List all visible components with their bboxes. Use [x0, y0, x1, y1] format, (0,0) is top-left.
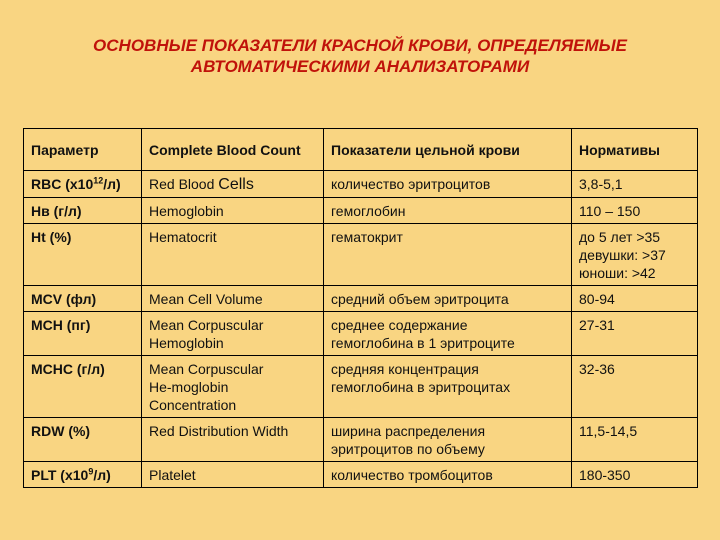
norm-line: юноши: >42 — [579, 265, 656, 281]
cbc-line: He-moglobin — [149, 379, 229, 395]
cbc-text: Red Blood — [149, 176, 219, 192]
cbc-line: Hemoglobin — [149, 335, 224, 351]
param-text: PLT (х10 — [31, 467, 89, 483]
table-row-hb — [24, 198, 698, 224]
param-cell — [24, 171, 142, 198]
ru-cell: средний объем эритроцита — [324, 286, 572, 312]
param-unit: /л) — [93, 467, 111, 483]
norm-cell: 3,8-5,1 — [572, 171, 698, 198]
norm-cell: 80-94 — [572, 286, 698, 312]
norm-line: до 5 лет >35 — [579, 229, 661, 245]
cbc-line: Mean Corpuscular — [149, 361, 264, 377]
table-row-plt — [24, 462, 698, 488]
param-exponent: 12 — [93, 175, 104, 186]
cbc-text-large: Cells — [218, 176, 254, 193]
blood-parameters-table — [23, 128, 698, 488]
param-unit: /л) — [103, 176, 121, 192]
ru-line: эритроцитов по объему — [331, 441, 485, 457]
table-row-rdw — [24, 418, 698, 462]
page-title — [20, 35, 700, 77]
ru-cell — [324, 418, 572, 462]
header-norms: Нормативы — [572, 129, 698, 171]
norm-cell: 110 – 150 — [572, 198, 698, 224]
ru-cell: количество эритроцитов — [324, 171, 572, 198]
cbc-line: Concentration — [149, 397, 237, 413]
norm-cell: 11,5-14,5 — [572, 418, 698, 462]
ru-cell — [324, 312, 572, 356]
param-cell: Ht (%) — [24, 224, 142, 286]
norm-cell — [572, 224, 698, 286]
param-cell: MCH (пг) — [24, 312, 142, 356]
title-line-1: ОСНОВНЫЕ ПОКАЗАТЕЛИ КРАСНОЙ КРОВИ, ОПРЕДЕЛЯЕМЫЕ — [93, 36, 627, 55]
ru-cell — [324, 356, 572, 418]
header-cbc: Complete Blood Count — [142, 129, 324, 171]
cbc-cell — [142, 356, 324, 418]
cbc-cell: Hemoglobin — [142, 198, 324, 224]
cbc-cell — [142, 312, 324, 356]
table-row-mch — [24, 312, 698, 356]
ru-cell: гемоглобин — [324, 198, 572, 224]
param-text: RBC (х10 — [31, 176, 94, 192]
param-cell: MCHC (г/л) — [24, 356, 142, 418]
table-row-mcv — [24, 286, 698, 312]
norm-cell: 32-36 — [572, 356, 698, 418]
ru-line: гемоглобина в 1 эритроците — [331, 335, 515, 351]
table-header-row — [24, 129, 698, 171]
norm-cell: 180-350 — [572, 462, 698, 488]
ru-line: средняя концентрация — [331, 361, 479, 377]
title-line-2: АВТОМАТИЧЕСКИМИ АНАЛИЗАТОРАМИ — [190, 57, 530, 76]
param-cell: Нв (г/л) — [24, 198, 142, 224]
header-parameter: Параметр — [24, 129, 142, 171]
ru-line: среднее содержание — [331, 317, 468, 333]
cbc-cell: Hematocrit — [142, 224, 324, 286]
table-row-ht — [24, 224, 698, 286]
param-cell: MCV (фл) — [24, 286, 142, 312]
cbc-cell: Red Distribution Width — [142, 418, 324, 462]
param-cell: RDW (%) — [24, 418, 142, 462]
param-cell — [24, 462, 142, 488]
cbc-line: Mean Corpuscular — [149, 317, 264, 333]
param-exponent: 9 — [88, 466, 94, 477]
header-whole-blood: Показатели цельной крови — [324, 129, 572, 171]
cbc-cell: Mean Cell Volume — [142, 286, 324, 312]
norm-cell: 27-31 — [572, 312, 698, 356]
cbc-cell: Platelet — [142, 462, 324, 488]
ru-cell: количество тромбоцитов — [324, 462, 572, 488]
norm-line: девушки: >37 — [579, 247, 666, 263]
table-row-mchc — [24, 356, 698, 418]
ru-line: гемоглобина в эритроцитах — [331, 379, 511, 395]
ru-line: ширина распределения — [331, 423, 486, 439]
ru-cell: гематокрит — [324, 224, 572, 286]
table-row-rbc — [24, 171, 698, 198]
cbc-cell — [142, 171, 324, 198]
